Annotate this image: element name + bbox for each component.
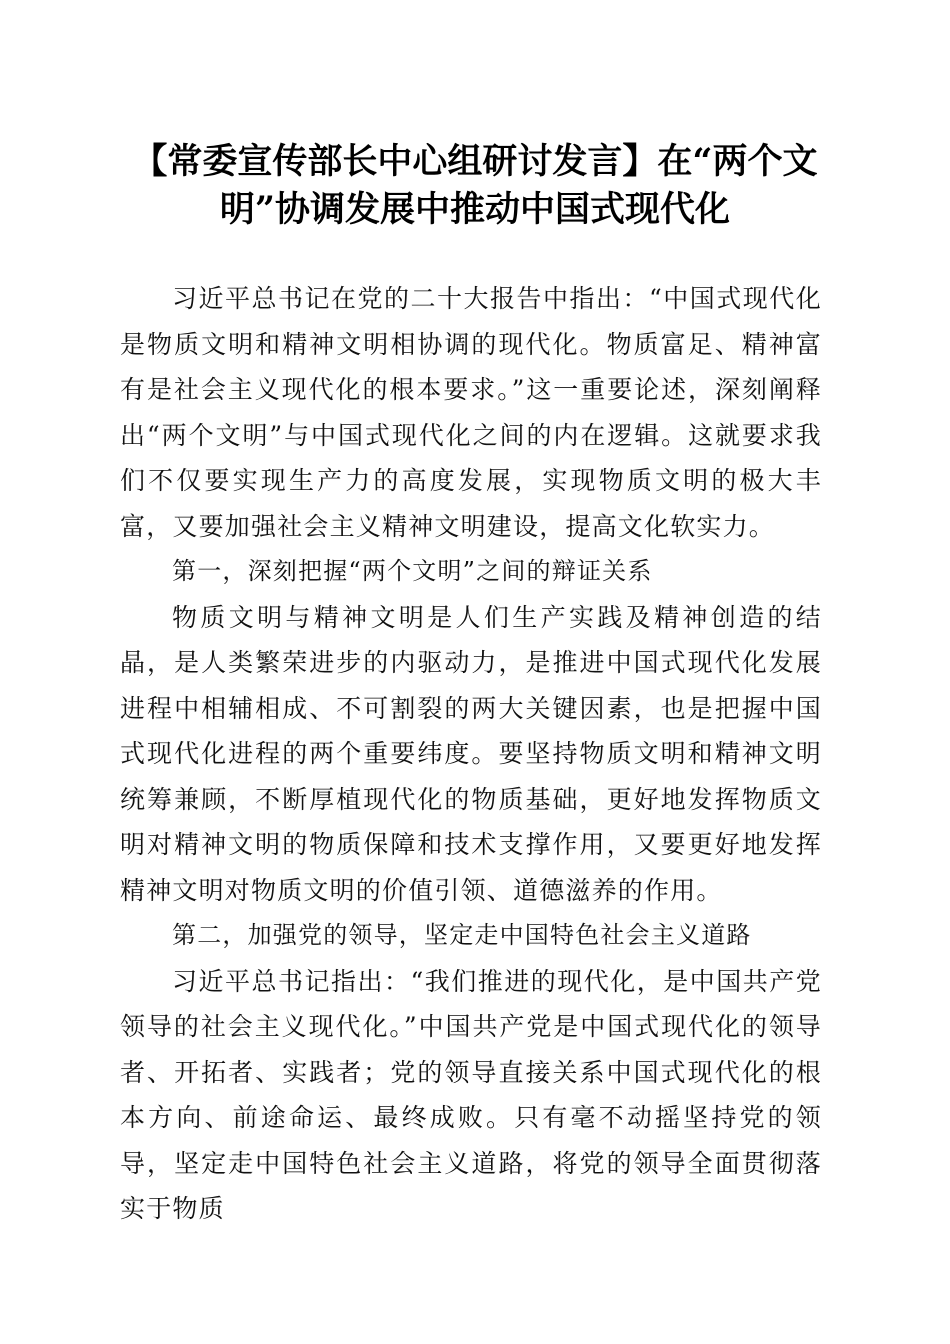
paragraph-section-1: 物质文明与精神文明是人们生产实践及精神创造的结晶，是人类繁荣进步的内驱动力，是推进中国式现代化发展进程中相辅相成、不可割裂的两大关键因素，也是把握中国式现代化进程的两个重要纬度。要坚持物质文明和精神文明统筹兼顾，不断厚植现代化的物质基础，更好地发挥物质文明对精神文明的物质保障和技术支撑作用，又要更好地发挥精神文明对物质文明的价值引领、道德滋养的作用。 [120,602,822,905]
section-heading-2: 第二，加强党的领导，坚定走中国特色社会主义道路 [172,921,752,949]
paragraph-section-2: 习近平总书记指出：“我们推进的现代化，是中国共产党领导的社会主义现代化。”中国共产党是中国式现代化的领导者、开拓者、实践者；党的领导直接关系中国式现代化的根本方向、前途命运、最终成败。只有毫不动摇坚持党的领导，坚定走中国特色社会主义道路，将党的领导全面贯彻落实于物质 [120,966,822,1223]
paragraph-intro: 习近平总书记在党的二十大报告中指出：“中国式现代化是物质文明和精神文明相协调的现代化。物质富足、精神富有是社会主义现代化的根本要求。”这一重要论述，深刻阐释出“两个文明”与中国式现代化之间的内在逻辑。这就要求我们不仅要实现生产力的高度发展，实现物质文明的极大丰富，又要加强社会主义精神文明建设，提高文化软实力。 [120,284,822,541]
section-heading-1: 第一，深刻把握“两个文明”之间的辩证关系 [172,557,653,585]
document-title: 【常委宣传部长中心组研讨发言】在“两个文明”协调发展中推动中国式现代化 [132,141,818,230]
document-body [120,276,822,1232]
